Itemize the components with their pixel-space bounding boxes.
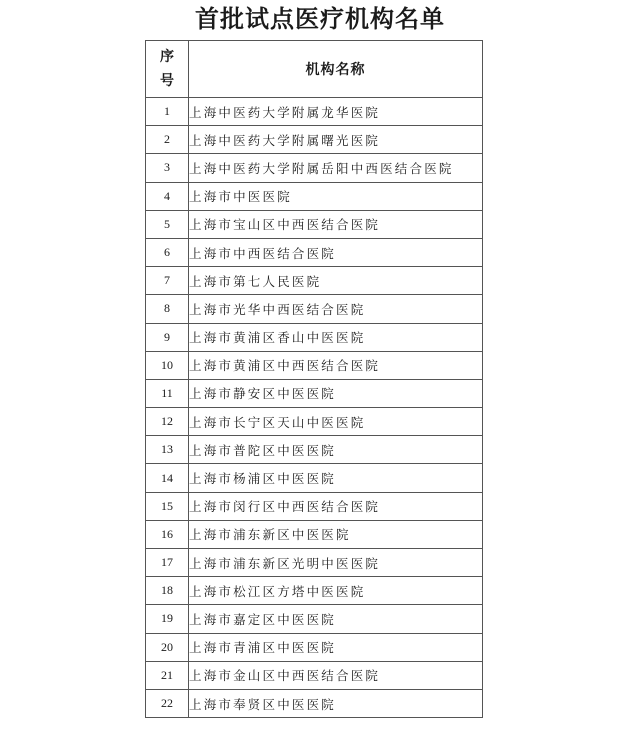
- column-header-name: 机构名称: [189, 41, 483, 98]
- document-title: 首批试点医疗机构名单: [195, 4, 445, 33]
- row-number: 16: [146, 520, 189, 548]
- table-row: [146, 577, 483, 605]
- institution-name: 上海市金山区中西医结合医院: [189, 661, 483, 689]
- row-number: 11: [146, 379, 189, 407]
- institution-name: 上海市中医医院: [189, 182, 483, 210]
- row-number: 13: [146, 436, 189, 464]
- row-number: 21: [146, 661, 189, 689]
- table-row: [146, 549, 483, 577]
- table-row: [146, 98, 483, 126]
- institution-table: [145, 40, 483, 718]
- institution-name: 上海市黄浦区香山中医医院: [189, 323, 483, 351]
- row-number: 20: [146, 633, 189, 661]
- institution-name: 上海市松江区方塔中医医院: [189, 577, 483, 605]
- table-row: [146, 661, 483, 689]
- institution-name: 上海中医药大学附属龙华医院: [189, 98, 483, 126]
- row-number: 9: [146, 323, 189, 351]
- header-no-line1: 序: [160, 49, 174, 65]
- institution-name: 上海市光华中西医结合医院: [189, 295, 483, 323]
- table-row: [146, 126, 483, 154]
- table-row: [146, 267, 483, 295]
- row-number: 2: [146, 126, 189, 154]
- institution-name: 上海市青浦区中医医院: [189, 633, 483, 661]
- table-row: [146, 408, 483, 436]
- table-header-row: [146, 41, 483, 98]
- row-number: 10: [146, 351, 189, 379]
- institution-name: 上海市浦东新区中医医院: [189, 520, 483, 548]
- row-number: 5: [146, 210, 189, 238]
- table-row: [146, 238, 483, 266]
- institution-name: 上海市长宁区天山中医医院: [189, 408, 483, 436]
- row-number: 3: [146, 154, 189, 182]
- table-row: [146, 605, 483, 633]
- row-number: 22: [146, 689, 189, 717]
- institution-name: 上海市静安区中医医院: [189, 379, 483, 407]
- institution-name: 上海市闵行区中西医结合医院: [189, 492, 483, 520]
- table-row: [146, 182, 483, 210]
- row-number: 8: [146, 295, 189, 323]
- institution-name: 上海市中西医结合医院: [189, 238, 483, 266]
- institution-name: 上海市黄浦区中西医结合医院: [189, 351, 483, 379]
- table-row: [146, 689, 483, 717]
- row-number: 14: [146, 464, 189, 492]
- table-row: [146, 323, 483, 351]
- table-row: [146, 295, 483, 323]
- table-row: [146, 520, 483, 548]
- institution-name: 上海中医药大学附属曙光医院: [189, 126, 483, 154]
- row-number: 6: [146, 238, 189, 266]
- institution-name: 上海市第七人民医院: [189, 267, 483, 295]
- table-row: [146, 351, 483, 379]
- institution-name: 上海市浦东新区光明中医医院: [189, 549, 483, 577]
- institution-name: 上海市奉贤区中医医院: [189, 689, 483, 717]
- row-number: 12: [146, 408, 189, 436]
- institution-name: 上海市普陀区中医医院: [189, 436, 483, 464]
- institution-name: 上海市嘉定区中医医院: [189, 605, 483, 633]
- row-number: 15: [146, 492, 189, 520]
- column-header-number: [146, 41, 189, 98]
- institution-name: 上海市杨浦区中医医院: [189, 464, 483, 492]
- row-number: 7: [146, 267, 189, 295]
- institution-name: 上海市宝山区中西医结合医院: [189, 210, 483, 238]
- row-number: 19: [146, 605, 189, 633]
- header-no-line2: 号: [160, 73, 174, 89]
- row-number: 4: [146, 182, 189, 210]
- row-number: 18: [146, 577, 189, 605]
- row-number: 17: [146, 549, 189, 577]
- table-row: [146, 492, 483, 520]
- table-row: [146, 210, 483, 238]
- table-row: [146, 379, 483, 407]
- table-row: [146, 154, 483, 182]
- row-number: 1: [146, 98, 189, 126]
- table-row: [146, 436, 483, 464]
- institution-name: 上海中医药大学附属岳阳中西医结合医院: [189, 154, 483, 182]
- table-row: [146, 633, 483, 661]
- table-row: [146, 464, 483, 492]
